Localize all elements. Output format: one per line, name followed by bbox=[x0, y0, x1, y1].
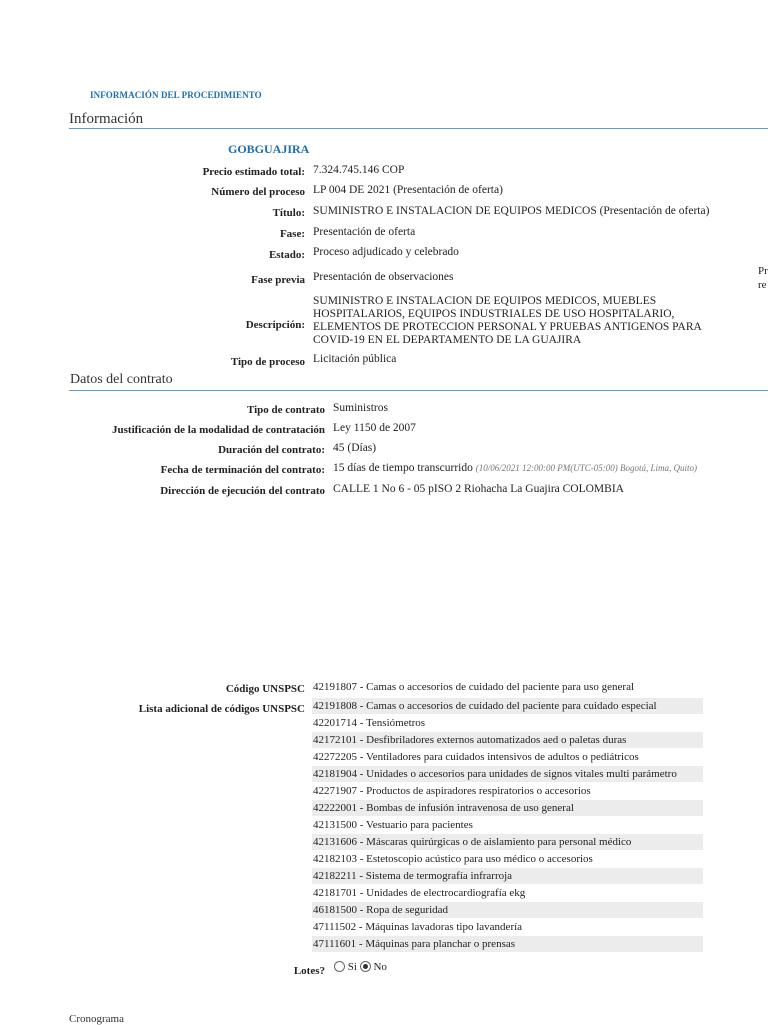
lotes-label: Lotes? bbox=[293, 965, 325, 977]
tipo-contrato-value: Suministros bbox=[333, 402, 388, 414]
fecha-terminacion-value bbox=[333, 462, 697, 474]
tipo-contrato-label: Tipo de contrato bbox=[246, 404, 325, 416]
descripcion-value: SUMINISTRO E INSTALACION DE EQUIPOS MEDICOS, MUEBLES HOSPITALARIOS, EQUIPOS INDUSTRIALES DE USO HOSPITALARIO, ELEMENTOS DE PROTECCION PERSONAL Y PRUEBAS ANTIGENOS PARA COVID-19 EN EL DEPARTAMENTO DE LA GUAJIRA bbox=[313, 295, 702, 346]
unspsc-code-row: 42201714 - Tensiómetros bbox=[313, 717, 426, 729]
unspsc-code-row: 42222001 - Bombas de infusión intravenosa de uso general bbox=[312, 800, 703, 816]
estado-label: Estado: bbox=[268, 249, 305, 261]
precio-value: 7.324.745.146 COP bbox=[313, 164, 405, 176]
justificacion-label: Justificación de la modalidad de contratación bbox=[112, 424, 325, 436]
fecha-terminacion-note: (10/06/2021 12:00:00 PM(UTC-05:00) Bogotá, Lima, Quito) bbox=[475, 463, 697, 473]
lotes-si-radio[interactable] bbox=[334, 961, 345, 972]
descripcion-label: Descripción: bbox=[245, 319, 305, 331]
fase-previa-label: Fase previa bbox=[251, 274, 305, 286]
section-title-informacion: Información bbox=[69, 111, 144, 127]
justificacion-value: Ley 1150 de 2007 bbox=[333, 422, 416, 434]
fecha-terminacion-label: Fecha de terminación del contrato: bbox=[160, 464, 325, 476]
unspsc-code-row: 42182103 - Estetoscopio acústico para uso médico o accesorios bbox=[313, 853, 593, 865]
fase-value: Presentación de oferta bbox=[313, 226, 416, 238]
section-divider bbox=[69, 390, 768, 391]
unspsc-code-row: 47111502 - Máquinas lavadoras tipo lavandería bbox=[313, 921, 523, 933]
direccion-value: CALLE 1 No 6 - 05 pISO 2 Riohacha La Guajira COLOMBIA bbox=[333, 483, 624, 495]
lista-unspsc-label: Lista adicional de códigos UNSPSC bbox=[138, 703, 305, 715]
unspsc-code-row: 42182211 - Sistema de termografía infrarroja bbox=[312, 868, 703, 884]
unspsc-code-row: 42191808 - Camas o accesorios de cuidado del paciente para cuidado especial bbox=[312, 698, 703, 714]
unspsc-code-row: 42181701 - Unidades de electrocardiografía ekg bbox=[313, 887, 526, 899]
codigo-unspsc-label: Código UNSPSC bbox=[225, 683, 305, 695]
titulo-label: Título: bbox=[272, 207, 305, 219]
lotes-options bbox=[334, 961, 387, 973]
fase-previa-value: Presentación de observaciones bbox=[313, 271, 454, 283]
unspsc-code-row: 42131606 - Máscaras quirúrgicas o de aislamiento para personal médico bbox=[312, 834, 703, 850]
fecha-terminacion-text: 15 días de tiempo transcurrido bbox=[333, 462, 473, 474]
fase-label: Fase: bbox=[279, 228, 305, 240]
unspsc-code-row: 42271907 - Productos de aspiradores respiratorios o accesorios bbox=[313, 785, 591, 797]
lotes-si-label: Si bbox=[347, 961, 357, 973]
codigo-unspsc-value: 42191807 - Camas o accesorios de cuidado del paciente para uso general bbox=[313, 681, 635, 693]
duracion-value: 45 (Días) bbox=[333, 442, 377, 454]
tipo-proceso-label: Tipo de proceso bbox=[230, 356, 305, 368]
direccion-label: Dirección de ejecución del contrato bbox=[160, 485, 325, 497]
section-title-cronograma: Cronograma bbox=[69, 1013, 124, 1025]
unspsc-code-row: 42172101 - Desfibriladores externos automatizados aed o paletas duras bbox=[312, 732, 703, 748]
side-text-line1: Pr bbox=[758, 265, 768, 277]
precio-label: Precio estimado total: bbox=[202, 166, 305, 178]
lotes-no-label: No bbox=[373, 961, 387, 973]
duracion-label: Duración del contrato: bbox=[218, 444, 325, 456]
titulo-value: SUMINISTRO E INSTALACION DE EQUIPOS MEDICOS (Presentación de oferta) bbox=[313, 205, 710, 217]
unspsc-code-row: 42181904 - Unidades o accesorios para unidades de signos vitales multi parámetro bbox=[312, 766, 703, 782]
procedure-info-link[interactable]: INFORMACIÓN DEL PROCEDIMIENTO bbox=[90, 90, 262, 100]
unspsc-code-row: 46181500 - Ropa de seguridad bbox=[312, 902, 703, 918]
section-title-datos-contrato: Datos del contrato bbox=[70, 372, 173, 387]
lotes-no-radio[interactable] bbox=[360, 961, 371, 972]
unspsc-code-row: 42131500 - Vestuario para pacientes bbox=[313, 819, 473, 831]
tipo-proceso-value: Licitación pública bbox=[313, 353, 397, 365]
organization-name[interactable]: GOBGUAJIRA bbox=[228, 142, 310, 156]
unspsc-code-row: 42272205 - Ventiladores para cuidados intensivos de adultos o pediátricos bbox=[313, 751, 639, 763]
unspsc-code-row: 47111601 - Máquinas para planchar o prensas bbox=[312, 936, 703, 952]
numero-proceso-value: LP 004 DE 2021 (Presentación de oferta) bbox=[313, 184, 503, 196]
estado-value: Proceso adjudicado y celebrado bbox=[313, 246, 459, 258]
numero-proceso-label: Número del proceso bbox=[211, 186, 305, 198]
section-divider bbox=[69, 128, 768, 129]
side-text-line2: re bbox=[758, 279, 767, 291]
